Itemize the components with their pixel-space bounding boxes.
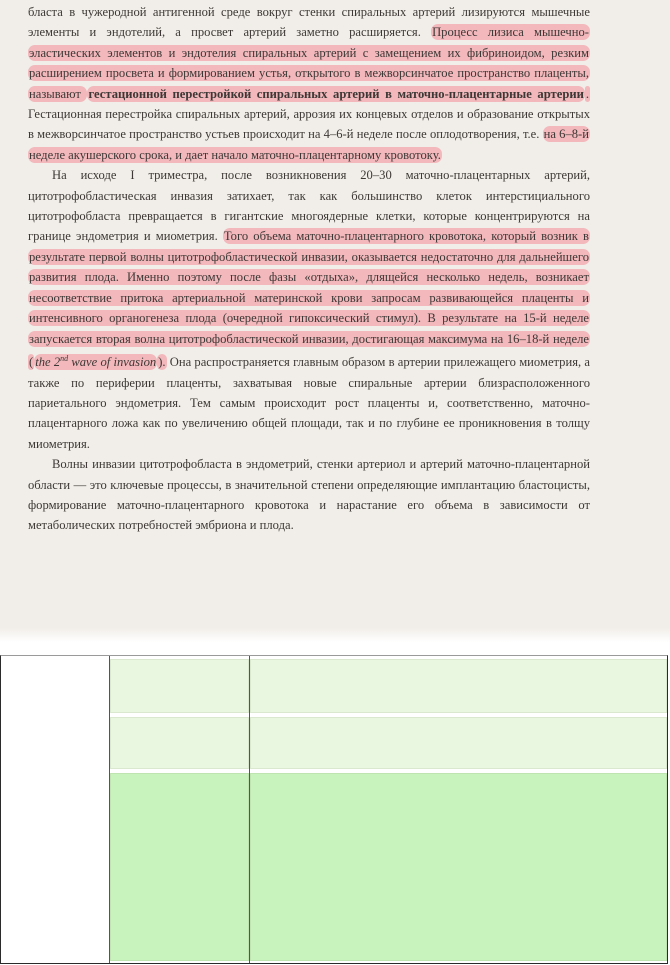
highlighted-text: Того объема маточно-плацентарного кровотока, который возник в результате первой волны цитотрофобластической инвазии, оказывается недостаточно для дальнейшего развития плода. Именно поэтому после фазы «отдыха», длящейся несколько недель, возникает несоответствие притока артериальной материнской крови запросам развивающейся плаценты и интенсивного органогенеза плода (очередной гипоксический стимул). В результате на 15-й неделе запускается вторая волна цитотрофобластической инвазии, достигающая максимума на 16–18-й неделе (: [29, 229, 589, 370]
text-run: На исходе I триместра, после возникновения 20–30 маточно-плацентарных артерий, цитотрофобластическая инвазия затихает, так как большинство клеток интерстициального цитотрофобласта превращается в гигантские многоядерные клетки, которые концентрируются на границе эндометрия и миометрия.: [28, 168, 590, 244]
highlighted-text: Процесс лизиса мышечно-эластических элементов и эндотелия спиральных артерий с замещением их фибриноидом, резким расширением просвета и формированием устья, открытого в межворсинчатое пространство плаценты, называют: [29, 25, 589, 101]
table-cell-row3-right: [250, 773, 667, 961]
text-run: Волны инвазии цитотрофобласта в эндометрий, стенки артериол и артерий маточно-плацентарной области — это ключевые процессы, в значительной степени определяющие имплантацию бластоцисты, формирование маточно-плацентарного кровотока и нарастание его объема в зависимости от метаболических потребностей эмбриона и плода.: [28, 457, 590, 533]
paragraph: [28, 165, 590, 454]
table-cell-row2-right: [250, 717, 667, 769]
empty-table: [0, 655, 668, 964]
highlighted-text: .: [585, 86, 589, 101]
paragraph: [28, 2, 590, 165]
page-text: [28, 2, 590, 536]
highlighted-text: the 2nd wave of invasion: [35, 353, 157, 370]
highlighted-text: ).: [158, 355, 166, 370]
highlighted-text: гестационной перестройкой спиральных артерий в маточно-плацентарные артерии: [88, 86, 584, 101]
text-run: бласта в чужеродной антигенной среде вокруг стенки спиральных артерий лизируются мышечные элементы и эндотелий, а просвет артерий заметно расширяется.: [28, 5, 590, 40]
paragraph: [28, 454, 590, 536]
text-run: Она распространяется главным образом в артерии прилежащего миометрия, а также по периферии плаценты, захватывая новые спиральные артерии близрасположенного париетального эндометрия. Тем самым происходит рост плаценты и, соответственно, маточно-плацентарного ложа как по увеличению общей площади, так и по глубине ее проникновения в толщу миометрия.: [28, 355, 590, 451]
scan-edge: [0, 628, 670, 642]
text-run: Гестационная перестройка спиральных артерий, аррозия их концевых отделов и образование открытых в межворсинчатое пространство устьев происходит на 4–6-й неделе после оплодотворения, т.е.: [28, 107, 590, 142]
highlighted-text: на 6–8-й неделе акушерского срока, и дает начало маточно-плацентарному кровотоку.: [29, 127, 589, 162]
table-cell-row2-middle: [110, 717, 249, 769]
table-cell-row3-middle: [110, 773, 249, 961]
table-cell-row1-middle: [110, 659, 249, 713]
table-cell-row1-right: [250, 659, 667, 713]
